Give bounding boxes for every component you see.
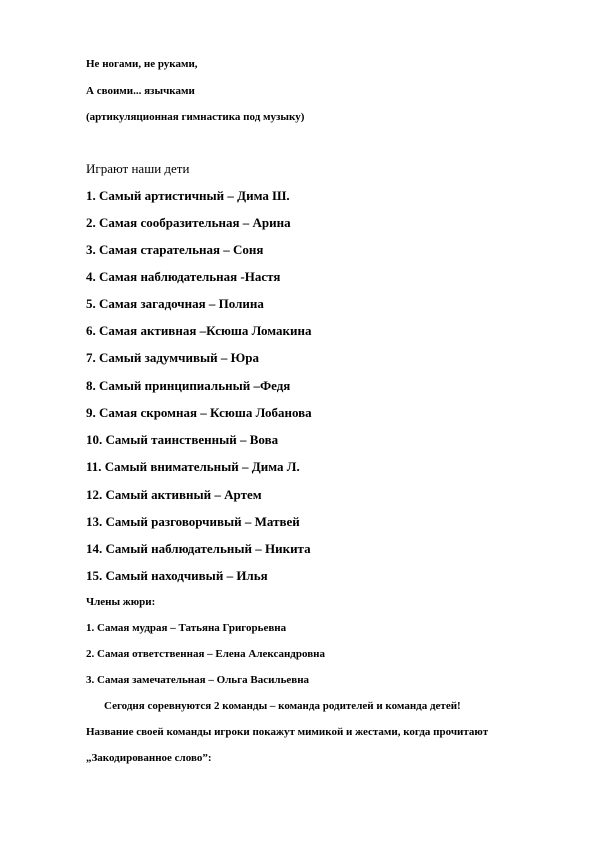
jury-heading: Члены жюри: [86,596,156,608]
closing-line-1: Сегодня соревнуются 2 команды – команда родителей и команда детей! [104,700,461,712]
list-item: 8. Самый принципиальный –Федя [86,378,291,393]
list-item: 1. Самая мудрая – Татьяна Григорьевна [86,622,287,634]
list-item: 3. Самая старательная – Соня [86,242,264,257]
list-item: 6. Самая активная –Ксюша Ломакина [86,323,312,338]
closing-line-3: „Закодированное слово”: [86,752,212,764]
list-item: 15. Самый находчивый – Илья [86,568,268,583]
list-item: 2. Самая сообразительная – Арина [86,215,291,230]
list-item: 4. Самая наблюдательная -Настя [86,269,281,284]
list-item: 3. Самая замечательная – Ольга Васильевна [86,674,310,686]
list-item: 13. Самый разговорчивый – Матвей [86,514,300,529]
list-item: 2. Самая ответственная – Елена Александровна [86,648,325,660]
intro-line-2: А своими... язычками [86,85,195,97]
intro-line-1: Не ногами, не руками, [86,58,198,70]
list-item: 14. Самый наблюдательный – Никита [86,541,311,556]
list-item: 10. Самый таинственный – Вова [86,432,279,447]
list-item: 9. Самая скромная – Ксюша Лобанова [86,405,312,420]
children-heading: Играют наши дети [86,161,190,176]
list-item: 12. Самый активный – Артем [86,487,262,502]
list-item: 11. Самый внимательный – Дима Л. [86,459,300,474]
list-item: 1. Самый артистичный – Дима Ш. [86,188,290,203]
intro-line-3: (артикуляционная гимнастика под музыку) [86,111,305,123]
closing-line-2: Название своей команды игроки покажут мимикой и жестами, когда прочитают [86,726,489,738]
list-item: 7. Самый задумчивый – Юра [86,350,259,365]
list-item: 5. Самая загадочная – Полина [86,296,264,311]
